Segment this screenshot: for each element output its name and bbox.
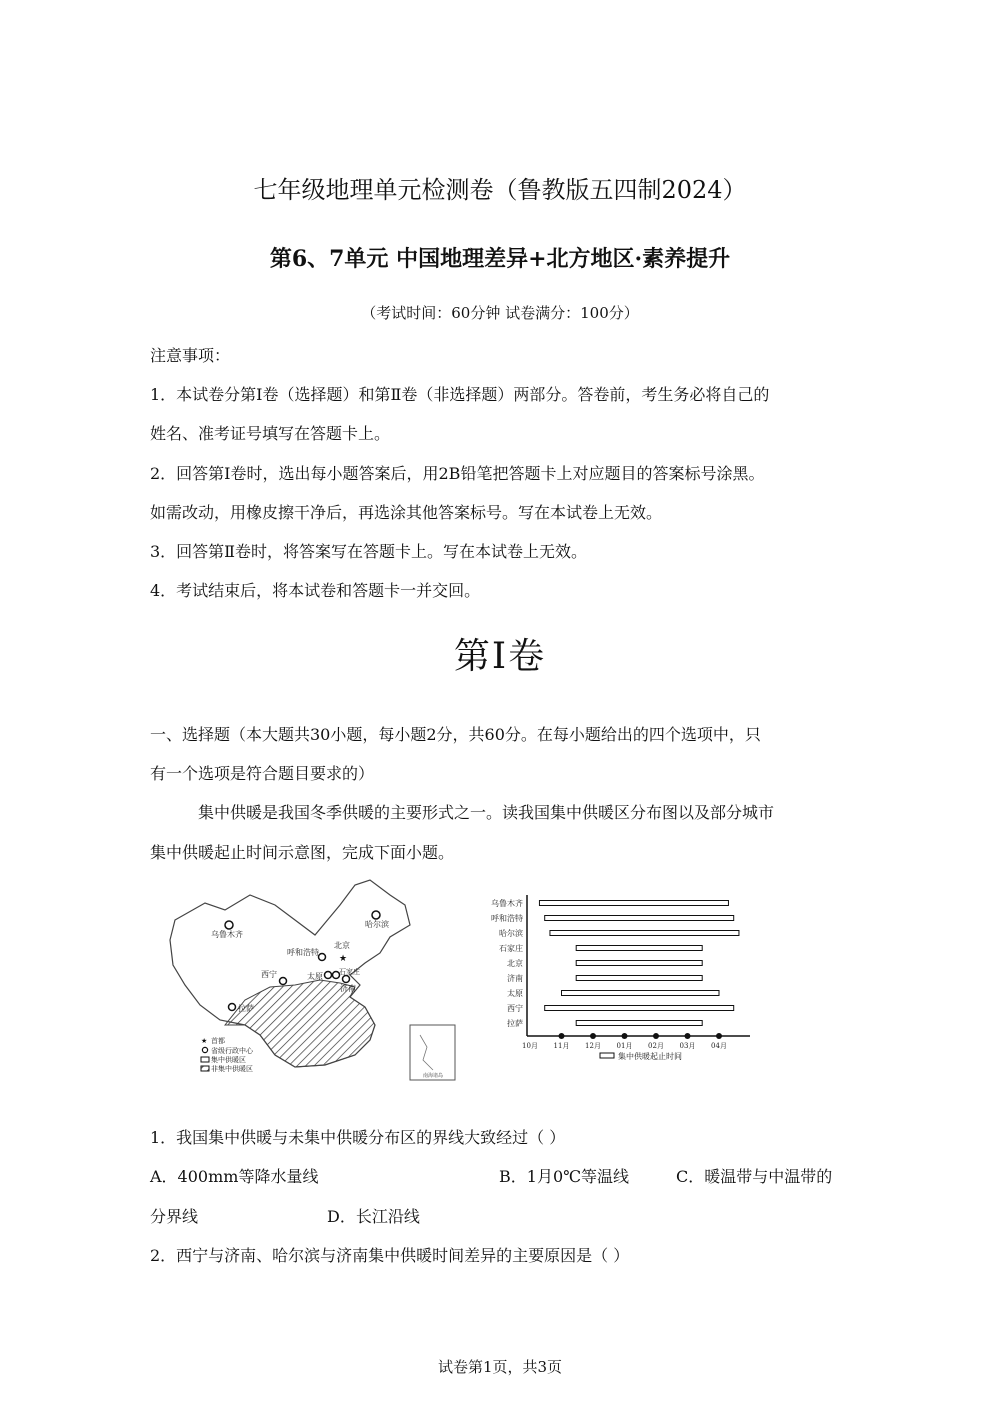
question-1-option-c: C．暖温带与中温带的	[676, 1167, 833, 1186]
chart-bar	[576, 1021, 702, 1026]
taiyuan-marker	[325, 972, 332, 979]
notice-item-1: 1．本试卷分第Ⅰ卷（选择题）和第Ⅱ卷（非选择题）两部分。答卷前，考生务必将自己的	[150, 385, 770, 404]
shijiazhuang-marker	[333, 972, 340, 979]
exam-title: 七年级地理单元检测卷（鲁教版五四制2024）	[253, 176, 747, 204]
legend-heating-icon	[201, 1057, 209, 1062]
taiyuan-label: 太原	[307, 972, 323, 981]
exam-subtitle: 第6、7单元 中国地理差异+北方地区·素养提升	[269, 246, 731, 272]
chart-x-tick-label: 02月	[648, 1042, 664, 1050]
question-1-option-a: A．400mm等降水量线	[150, 1167, 319, 1186]
chart-category-label: 呼和浩特	[491, 914, 523, 923]
harbin-label: 哈尔滨	[365, 920, 389, 929]
chart-category-label: 拉萨	[507, 1019, 523, 1028]
chart-category-label: 石家庄	[499, 944, 523, 953]
question-2-stem: 2．西宁与济南、哈尔滨与济南集中供暖时间差异的主要原因是（ ）	[150, 1246, 630, 1265]
chart-x-tick-label: 11月	[553, 1042, 570, 1050]
hohhot-label: 呼和浩特	[287, 948, 319, 957]
chart-legend-swatch	[600, 1053, 614, 1058]
chart-x-tick	[653, 1033, 659, 1039]
chart-x-tick-label: 12月	[585, 1042, 601, 1050]
inset-label: 南海诸岛	[423, 1073, 444, 1079]
question-1-option-b: B．1月0℃等温线	[499, 1167, 630, 1186]
notice-item-1-cont: 姓名、准考证号填写在答题卡上。	[150, 424, 391, 443]
question-intro: 集中供暖是我国冬季供暖的主要形式之一。读我国集中供暖区分布图以及部分城市	[198, 803, 775, 822]
chart-category-label: 西宁	[507, 1004, 523, 1013]
chart-x-tick	[559, 1033, 565, 1039]
question-1-stem: 1．我国集中供暖与未集中供暖分布区的界线大致经过（ ）	[150, 1128, 566, 1147]
chart-bar	[545, 1006, 734, 1011]
notice-item-3: 3．回答第Ⅱ卷时，将答案写在答题卡上。写在本试卷上无效。	[150, 542, 588, 561]
jinan-marker	[343, 976, 350, 983]
capital-star-icon: ★	[339, 954, 348, 964]
section-heading-cont: 有一个选项是符合题目要求的）	[150, 764, 375, 783]
urumqi-label: 乌鲁木齐	[211, 930, 243, 939]
notice-item-4: 4．考试结束后，将本试卷和答题卡一并交回。	[150, 581, 481, 600]
chart-bar	[550, 931, 739, 936]
beijing-label: 北京	[334, 941, 350, 950]
legend-heating-label: 集中供暖区	[211, 1056, 246, 1064]
question-1-option-d: D．长江沿线	[327, 1207, 420, 1226]
urumqi-marker	[225, 921, 233, 929]
chart-category-label: 乌鲁木齐	[491, 899, 523, 908]
xining-marker	[280, 978, 287, 985]
chart-x-tick-label: 03月	[679, 1042, 696, 1050]
notice-item-2: 2．回答第Ⅰ卷时，选出每小题答案后，用2B铅笔把答题卡上对应题目的答案标号涂黑。	[150, 464, 765, 483]
legend-center-icon	[202, 1047, 207, 1052]
lhasa-label: 拉萨	[238, 1004, 254, 1013]
page-footer: 试卷第1页，共3页	[437, 1358, 563, 1376]
chart-bar	[576, 946, 702, 951]
chart-bar	[562, 991, 720, 996]
volume-title: 第Ⅰ卷	[453, 636, 547, 677]
legend-nonheating-icon	[201, 1066, 209, 1071]
notice-heading: 注意事项：	[150, 346, 231, 365]
legend-capital-icon: ★	[201, 1037, 208, 1045]
south-sea-inset	[410, 1025, 455, 1080]
chart-category-label: 太原	[507, 989, 523, 998]
exam-info: （考试时间：60分钟 试卷满分：100分）	[361, 304, 639, 322]
harbin-marker	[372, 911, 380, 919]
chart-bar	[545, 916, 734, 921]
question-intro-cont: 集中供暖起止时间示意图，完成下面小题。	[150, 843, 455, 862]
section-heading: 一、选择题（本大题共30小题，每小题2分，共60分。在每小题给出的四个选项中，只	[150, 725, 761, 744]
chart-category-label: 济南	[507, 974, 523, 983]
heating-zone-map	[165, 875, 460, 1085]
chart-category-label: 哈尔滨	[499, 929, 523, 938]
legend-nonheating-label: 非集中供暖区	[211, 1065, 253, 1073]
chart-x-tick-label: 01月	[616, 1042, 633, 1050]
chart-x-tick-label: 10月	[522, 1042, 538, 1050]
chart-x-tick	[622, 1033, 628, 1039]
xining-label: 西宁	[261, 970, 277, 979]
chart-x-tick-label: 04月	[711, 1042, 727, 1050]
jinan-label: 济南	[340, 984, 356, 993]
chart-bar	[539, 901, 728, 906]
hohhot-marker	[319, 954, 326, 961]
legend-center-label: 省级行政中心	[211, 1047, 253, 1055]
heating-period-chart	[475, 890, 765, 1070]
notice-item-2-cont: 如需改动，用橡皮擦干净后，再选涂其他答案标号。写在本试卷上无效。	[150, 503, 663, 522]
shijiazhuang-label: 石家庄	[339, 968, 360, 976]
question-1-option-c-cont: 分界线	[150, 1207, 199, 1226]
chart-bar	[576, 961, 702, 966]
legend-capital-label: 首都	[211, 1037, 225, 1045]
chart-x-tick	[685, 1033, 691, 1039]
chart-legend-label: 集中供暖起止时间	[618, 1052, 682, 1061]
chart-x-tick	[716, 1033, 722, 1039]
lhasa-marker	[229, 1004, 236, 1011]
chart-category-label: 北京	[507, 959, 523, 968]
chart-bar	[576, 976, 702, 981]
chart-x-tick	[590, 1033, 596, 1039]
